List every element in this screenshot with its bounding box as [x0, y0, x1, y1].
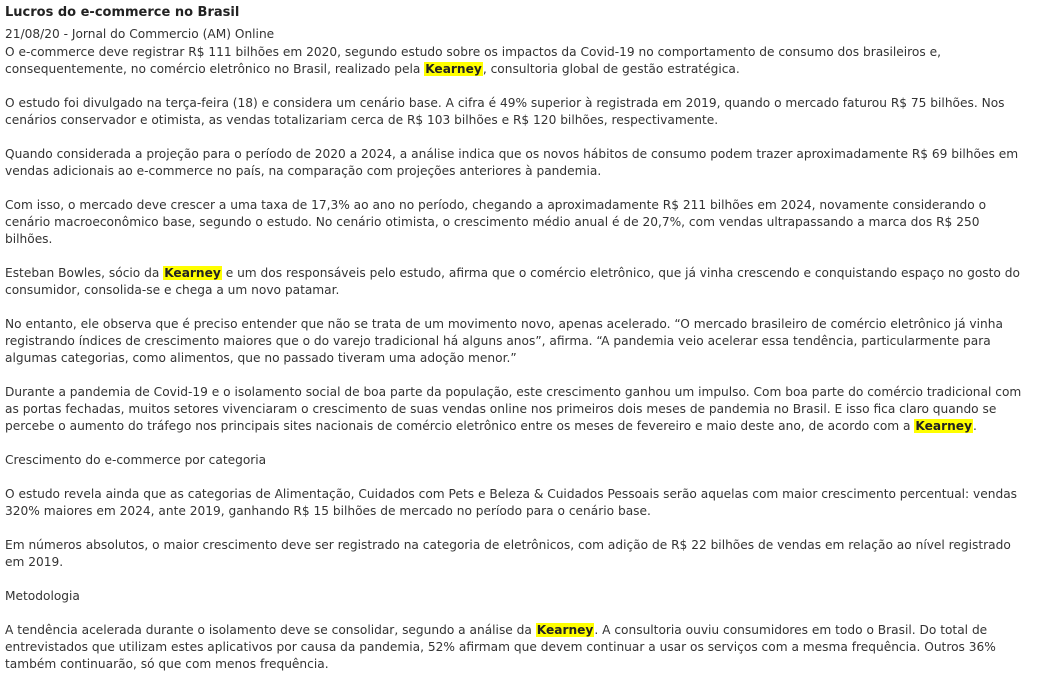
article-title: Lucros do e-commerce no Brasil — [5, 5, 240, 20]
article-meta: 21/08/20 - Jornal do Commercio (AM) Online — [5, 27, 275, 41]
highlighted-keyword: Kearney — [425, 62, 482, 76]
article-paragraph: O e-commerce deve registrar R$ 111 bilhões em 2020, segundo estudo sobre os impactos da Covid-19 no comportamento de consumo dos brasileiros e, consequentemente, no comércio eletrônico no Brasil, realizado pela Kearney, consultoria global de gestão estratégica. — [5, 45, 941, 76]
highlighted-keyword: Kearney — [164, 266, 221, 280]
article-paragraph: Metodologia — [5, 589, 80, 603]
article-paragraph: Com isso, o mercado deve crescer a uma taxa de 17,3% ao ano no período, chegando a aproximadamente R$ 211 bilhões em 2024, novamente considerando o cenário macroeconômico base, segundo o estudo. No cenário otimista, o crescimento médio anual é de 20,7%, com vendas ultrapassando a marca dos R$ 250 bilhões. — [5, 198, 987, 246]
article-paragraph: Durante a pandemia de Covid-19 e o isolamento social de boa parte da população, este crescimento ganhou um impulso. Com boa parte do comércio tradicional com as portas fechadas, muitos setores vivenciaram o crescimento de suas vendas online nos primeiros dois meses de pandemia no Brasil. E isso fica claro quando se percebe o aumento do tráfego nos principais sites nacionais de comércio eletrônico entre os meses de fevereiro e maio deste ano, de acordo com a Kearney. — [5, 385, 1022, 433]
article-paragraph: A tendência acelerada durante o isolamento deve se consolidar, segundo a análise da Kearney. A consultoria ouviu consumidores em todo o Brasil. Do total de entrevistados que utilizam estes aplicativos por causa da pandemia, 52% afirmam que devem continuar a usar os serviços com a mesma frequência. Outros 36% também continuarão, só que com menos frequência. — [5, 623, 996, 671]
article-paragraph: Crescimento do e-commerce por categoria — [5, 453, 267, 467]
article-body — [5, 44, 1025, 673]
article-paragraph: Em números absolutos, o maior crescimento deve ser registrado na categoria de eletrônicos, com adição de R$ 22 bilhões de vendas em relação ao nível registrado em 2019. — [5, 538, 1011, 569]
article-paragraph: No entanto, ele observa que é preciso entender que não se trata de um movimento novo, apenas acelerado. “O mercado brasileiro de comércio eletrônico já vinha registrando índices de crescimento maiores que o do varejo tradicional há alguns anos”, afirma. “A pandemia veio acelerar essa tendência, particularmente para algumas categorias, como alimentos, que no passado tiveram uma adoção menor.” — [5, 317, 1003, 365]
article-paragraph: Quando considerada a projeção para o período de 2020 a 2024, a análise indica que os novos hábitos de consumo podem trazer aproximadamente R$ 69 bilhões em vendas adicionais ao e-commerce no país, na comparação com projeções anteriores à pandemia. — [5, 147, 1019, 178]
article-paragraph: Esteban Bowles, sócio da Kearney e um dos responsáveis pelo estudo, afirma que o comércio eletrônico, que já vinha crescendo e conquistando espaço no gosto do consumidor, consolida-se e chega a um novo patamar. — [5, 266, 1020, 297]
article-paragraph: O estudo foi divulgado na terça-feira (18) e considera um cenário base. A cifra é 49% superior à registrada em 2019, quando o mercado faturou R$ 75 bilhões. Nos cenários conservador e otimista, as vendas totalizariam cerca de R$ 103 bilhões e R$ 120 bilhões, respectivamente. — [5, 96, 1005, 127]
highlighted-keyword: Kearney — [536, 623, 594, 637]
article-paragraph: O estudo revela ainda que as categorias de Alimentação, Cuidados com Pets e Beleza & Cuidados Pessoais serão aquelas com maior crescimento percentual: vendas 320% maiores em 2024, ante 2019, ganhando R$ 15 bilhões de mercado no período para o cenário base. — [5, 487, 1018, 518]
highlighted-keyword: Kearney — [915, 419, 973, 433]
